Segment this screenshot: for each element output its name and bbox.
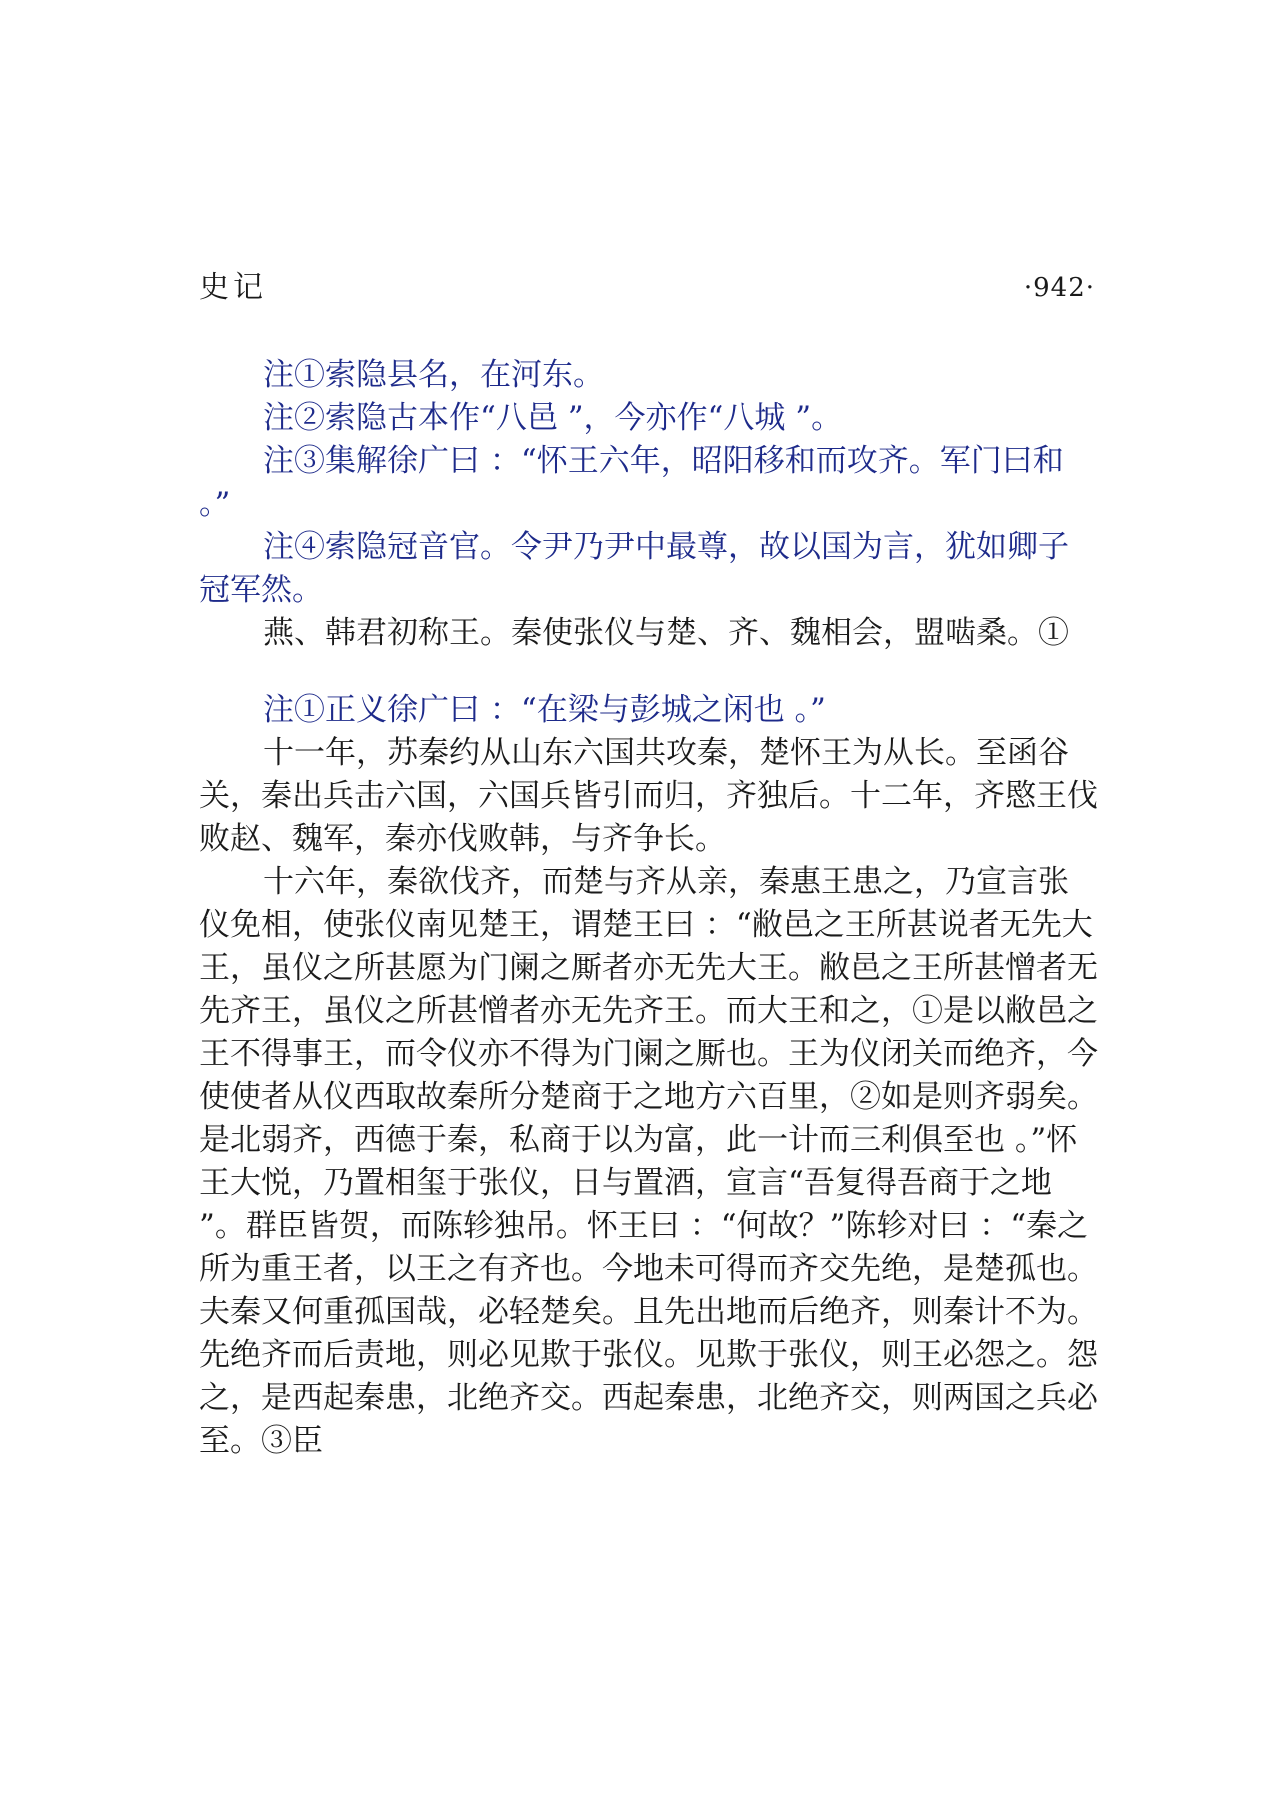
body-paragraph: 燕、韩君初称王。秦使张仪与楚、齐、魏相会，盟啮桑。①: [263, 615, 1069, 651]
page-body: [199, 354, 1099, 1463]
annotation-note: 注③集解徐广曰 ：“怀王六年，昭阳移和而攻齐。军门曰和 。”: [199, 443, 1064, 522]
page-number: ·942·: [1023, 273, 1095, 303]
paragraph-gap: [199, 655, 1099, 689]
book-title: 史记: [199, 270, 267, 305]
annotation-note: 注②索隐古本作“八邑 ”，今亦作“八城 ”。: [263, 400, 843, 436]
page-header: [199, 268, 1095, 308]
annotation-note: 注①正义徐广曰 ：“在梁与彭城之闲也 。”: [263, 692, 826, 728]
body-paragraph: 十一年，苏秦约从山东六国共攻秦，楚怀王为从长。至函谷关，秦出兵击六国，六国兵皆引而归，齐独后。十二年，齐愍王伐败赵、魏军，秦亦伐败韩，与齐争长。: [199, 735, 1098, 857]
body-paragraph: 十六年，秦欲伐齐，而楚与齐从亲，秦惠王患之，乃宣言张仪免相，使张仪南见楚王，谓楚王曰 ：“敝邑之王所甚说者无先大王，虽仪之所甚愿为门阑之厮者亦无先大王。敝邑之王所甚憎者无先齐王，虽仪之所甚憎者亦无先齐王。而大王和之，①是以敝邑之王不得事王，而令仪亦不得为门阑之厮也。王为仪闭关而绝齐，今使使者从仪西取故秦所分楚商于之地方六百里，②如是则齐弱矣。是北弱齐，西德于秦，私商于以为富，此一计而三利俱至也 。”怀王大悦，乃置相玺于张仪，日与置酒，宣言“吾复得吾商于之地 ”。群臣皆贺，而陈轸独吊。怀王曰 ：“何故？”陈轸对曰 ：“秦之所为重王者，以王之有齐也。今地未可得而齐交先绝，是楚孤也。夫秦又何重孤国哉，必轻楚矣。且先出地而后绝齐，则秦计不为。先绝齐而后责地，则必见欺于张仪。见欺于张仪，则王必怨之。怨之，是西起秦患，北绝齐交。西起秦患，北绝齐交，则两国之兵必至。③臣: [199, 864, 1098, 1459]
annotation-note: 注④索隐冠音官。令尹乃尹中最尊，故以国为言，犹如卿子冠军然。: [199, 529, 1069, 608]
annotation-note: 注①索隐县名，在河东。: [263, 357, 604, 393]
